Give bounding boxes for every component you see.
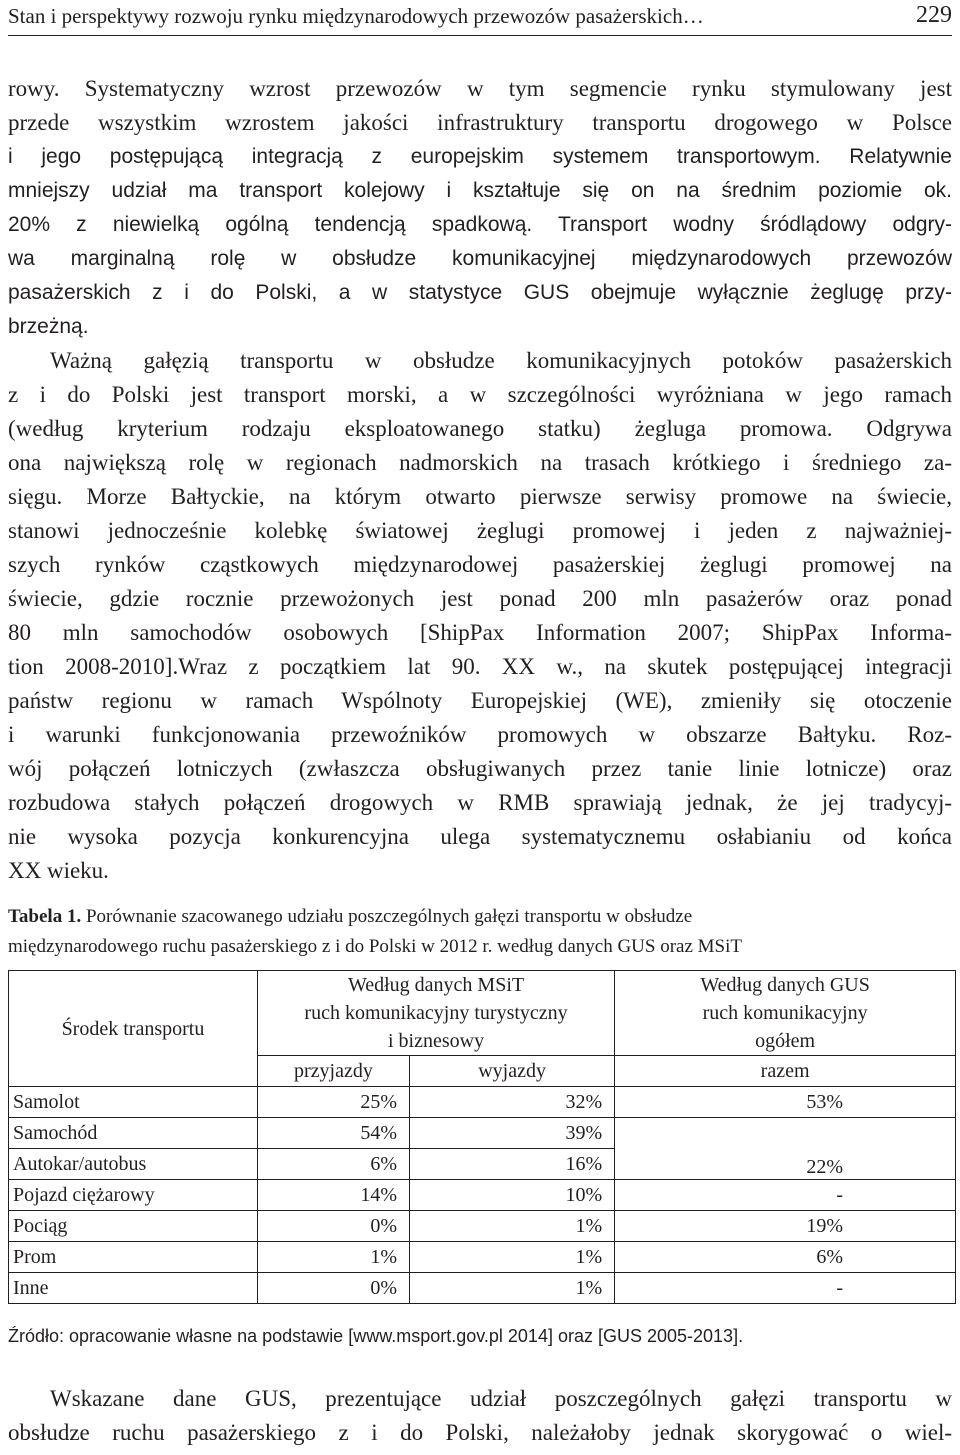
text-line: i warunki funkcjonowania przewoźników promowych w obszarze Bałtyku. Roz- <box>8 722 952 747</box>
cell-total-merged: 22% <box>615 1118 956 1180</box>
cell-arrivals: 25% <box>257 1087 409 1118</box>
table-caption-line-1: Porównanie szacowanego udziału poszczególnych gałęzi transportu w obsłudze <box>85 906 693 927</box>
text-line: świecie, gdzie rocznie przewożonych jest ponad 200 mln pasażerów oraz ponad <box>8 586 952 611</box>
cell-arrivals: 1% <box>257 1242 409 1273</box>
cell-mode: Inne <box>9 1273 258 1304</box>
cell-total: 19% <box>615 1211 956 1242</box>
cell-total: - <box>615 1273 956 1304</box>
cell-total: 6% <box>615 1242 956 1273</box>
cell-departures: 16% <box>410 1149 615 1180</box>
text-line: pasażerskich z i do Polski, a w statystyce GUS obejmuje wyłącznie żeglugę przy- <box>8 281 952 304</box>
source-note: Źródło: opracowanie własne na podstawie [www.msport.gov.pl 2014] oraz [GUS 2005-2013]. <box>8 1326 744 1346</box>
text-line: mniejszy udział ma transport kolejowy i kształtuje się on na średnim poziomie ok. <box>8 179 952 202</box>
running-header <box>8 0 952 36</box>
cell-departures: 32% <box>410 1087 615 1118</box>
text-line: brzeżną. <box>8 315 89 338</box>
text-line: 80 mln samochodów osobowych [ShipPax Information 2007; ShipPax Informa- <box>8 620 952 645</box>
continuation-text <box>8 1382 952 1450</box>
header-msit-line-1: Według danych MSiT <box>347 974 525 996</box>
cell-mode: Autokar/autobus <box>9 1149 258 1180</box>
text-line: rowy. Systematyczny wzrost przewozów w tym segmencie rynku stymulowany jest <box>8 76 952 101</box>
cell-total: - <box>615 1180 956 1211</box>
table-caption-line-2: międzynarodowego ruchu pasażerskiego z i do Polski w 2012 r. według danych GUS oraz MSiT <box>8 936 742 957</box>
cell-departures: 10% <box>410 1180 615 1211</box>
cell-mode: Samolot <box>9 1087 258 1118</box>
cell-mode: Pojazd ciężarowy <box>9 1180 258 1211</box>
cell-mode: Samochód <box>9 1118 258 1149</box>
cell-total: 53% <box>615 1087 956 1118</box>
header-msit <box>257 971 614 1056</box>
table-caption-label: Tabela 1. <box>8 906 82 927</box>
text-line: rozbudowa stałych połączeń drogowych w RMB sprawiają jednak, że jej tradycyj- <box>8 790 952 815</box>
table-row <box>9 1118 956 1149</box>
text-line: XX wieku. <box>8 858 109 883</box>
header-msit-line-2: ruch komunikacyjny turystyczny <box>304 1002 568 1024</box>
table-row <box>9 1180 956 1211</box>
cell-departures: 1% <box>410 1242 615 1273</box>
subheader-total: razem <box>615 1056 956 1087</box>
text-line: przede wszystkim wzrostem jakości infrastruktury transportu drogowego w Polsce <box>8 110 952 135</box>
cell-mode: Pociąg <box>9 1211 258 1242</box>
cell-arrivals: 14% <box>257 1180 409 1211</box>
header-gus <box>615 971 956 1056</box>
table-row <box>9 1273 956 1304</box>
cell-arrivals: 54% <box>257 1118 409 1149</box>
text-line: Wskazane dane GUS, prezentujące udział poszczególnych gałęzi transportu w <box>50 1386 952 1411</box>
subheader-departures: wyjazdy <box>410 1056 615 1087</box>
cell-arrivals: 0% <box>257 1211 409 1242</box>
text-line: ona największą rolę w regionach nadmorskich na trasach krótkiego i średniego za- <box>8 450 952 475</box>
cell-mode: Prom <box>9 1242 258 1273</box>
running-header-title: Stan i perspektywy rozwoju rynku międzynarodowych przewozów pasażerskich… <box>8 4 704 28</box>
table-row <box>9 1242 956 1273</box>
text-line: szych rynków cząstkowych międzynarodowej pasażerskiej żeglugi promowej na <box>8 552 952 577</box>
page-number: 229 <box>916 2 952 28</box>
text-line: wój połączeń lotniczych (zwłaszcza obsługiwanych przez tanie linie lotnicze) oraz <box>8 756 952 781</box>
header-gus-line-2: ruch komunikacyjny <box>702 1002 868 1024</box>
header-mode: Środek transportu <box>9 971 258 1087</box>
text-line: nie wysoka pozycja konkurencyjna ulega systematycznemu osłabianiu od końca <box>8 824 952 849</box>
body-text <box>8 72 952 888</box>
text-line: Ważną gałęzią transportu w obsłudze komunikacyjnych potoków pasażerskich <box>50 348 952 373</box>
cell-departures: 1% <box>410 1211 615 1242</box>
table-row <box>9 1087 956 1118</box>
cell-arrivals: 6% <box>257 1149 409 1180</box>
header-msit-line-3: i biznesowy <box>388 1030 485 1052</box>
text-line: i jego postępującą integracją z europejskim systemem transportowym. Relatywnie <box>8 145 952 168</box>
text-line: sięgu. Morze Bałtyckie, na którym otwarto pierwsze serwisy promowe na świecie, <box>8 484 952 509</box>
text-line: 20% z niewielką ogólną tendencją spadkową. Transport wodny śródlądowy odgry- <box>8 213 952 236</box>
text-line: z i do Polski jest transport morski, a w szczególności wyróżniana w jego ramach <box>8 382 952 407</box>
transport-share-table <box>8 970 956 1304</box>
header-gus-line-1: Według danych GUS <box>700 974 870 996</box>
table-caption <box>8 902 952 962</box>
text-line: tion 2008-2010].Wraz z początkiem lat 90. XX w., na skutek postępującej integracji <box>8 654 952 679</box>
text-line: (według kryterium rodzaju eksploatowanego statku) żegluga promowa. Odgrywa <box>8 416 952 441</box>
text-line: państw regionu w ramach Wspólnoty Europejskiej (WE), zmieniły się otoczenie <box>8 688 952 713</box>
cell-departures: 1% <box>410 1273 615 1304</box>
text-line: obsłudze ruchu pasażerskiego z i do Polski, należałoby jednak skorygować o wiel- <box>8 1420 952 1445</box>
subheader-arrivals: przyjazdy <box>257 1056 409 1087</box>
cell-arrivals: 0% <box>257 1273 409 1304</box>
cell-departures: 39% <box>410 1118 615 1149</box>
table-row <box>9 1211 956 1242</box>
text-line: wa marginalną rolę w obsłudze komunikacyjnej międzynarodowych przewozów <box>8 247 952 270</box>
text-line: stanowi jednocześnie kolebkę światowej żeglugi promowej i jeden z najważniej- <box>8 518 952 543</box>
header-gus-line-3: ogółem <box>755 1030 816 1052</box>
